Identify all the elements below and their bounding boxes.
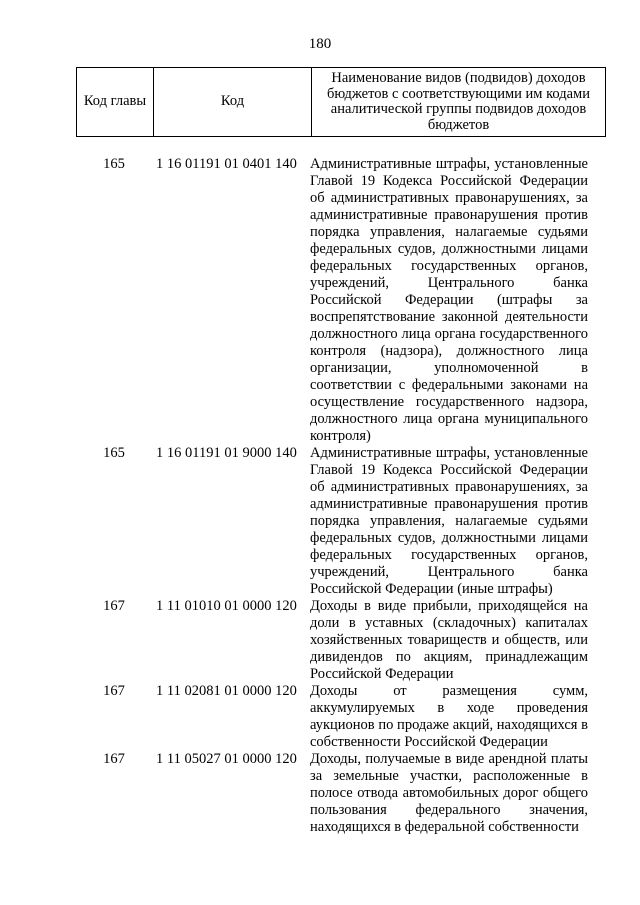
table-header [76, 67, 606, 137]
row-name: Доходы в виде прибыли, приходящейся на доли в уставных (складочных) капиталах хозяйственных товариществ и обществ, или дивидендов по акциям, принадлежащим Российской Федерации [310, 598, 588, 682]
row-code: 1 16 01191 01 0401 140 [156, 156, 297, 172]
row-chapter-code: 167 [103, 683, 125, 699]
table-body [76, 156, 596, 836]
row-code: 1 11 05027 01 0000 120 [156, 751, 297, 767]
row-name: Административные штрафы, установленные Главой 19 Кодекса Российской Федерации об административных правонарушениях, за административные правонарушения против порядка управления, налагаемые судьями федеральных судов, должностными лицами федеральных государственных органов, учреждений, Центрального банка Российской Федерации (штрафы за воспрепятствование законной деятельности должностного лица органа государственного контроля (надзора), должностного лица организации, уполномоченной в соответствии с федеральными законами на осуществление государственного надзора, должностного лица органа муниципального контроля) [310, 156, 588, 444]
table-row [76, 751, 596, 836]
page-number: 180 [308, 36, 332, 52]
header-code-chapter: Код главы [77, 68, 154, 137]
row-code: 1 16 01191 01 9000 140 [156, 445, 297, 461]
row-chapter-code: 165 [103, 445, 125, 461]
table-row [76, 445, 596, 598]
table-row [76, 598, 596, 683]
header-name: Наименование видов (подвидов) доходов бюджетов с соответствующими им кодами аналитической группы подвидов доходов бюджетов [312, 68, 606, 137]
row-chapter-code: 167 [103, 598, 125, 614]
header-code: Код [154, 68, 312, 137]
row-code: 1 11 02081 01 0000 120 [156, 683, 297, 699]
row-name: Доходы от размещения сумм, аккумулируемых в ходе проведения аукционов по продаже акций, находящихся в собственности Российской Федерации [310, 683, 588, 750]
row-name: Доходы, получаемые в виде арендной платы за земельные участки, расположенные в полосе отвода автомобильных дорог общего пользования федерального значения, находящихся в федеральной собственности [310, 751, 588, 835]
table-row [76, 156, 596, 445]
table-row [76, 683, 596, 751]
row-chapter-code: 167 [103, 751, 125, 767]
row-name: Административные штрафы, установленные Главой 19 Кодекса Российской Федерации об административных правонарушениях, за административные правонарушения против порядка управления, налагаемые судьями федеральных судов, должностными лицами федеральных государственных органов, учреждений, Центрального банка Российской Федерации (иные штрафы) [310, 445, 588, 597]
row-chapter-code: 165 [103, 156, 125, 172]
row-code: 1 11 01010 01 0000 120 [156, 598, 297, 614]
